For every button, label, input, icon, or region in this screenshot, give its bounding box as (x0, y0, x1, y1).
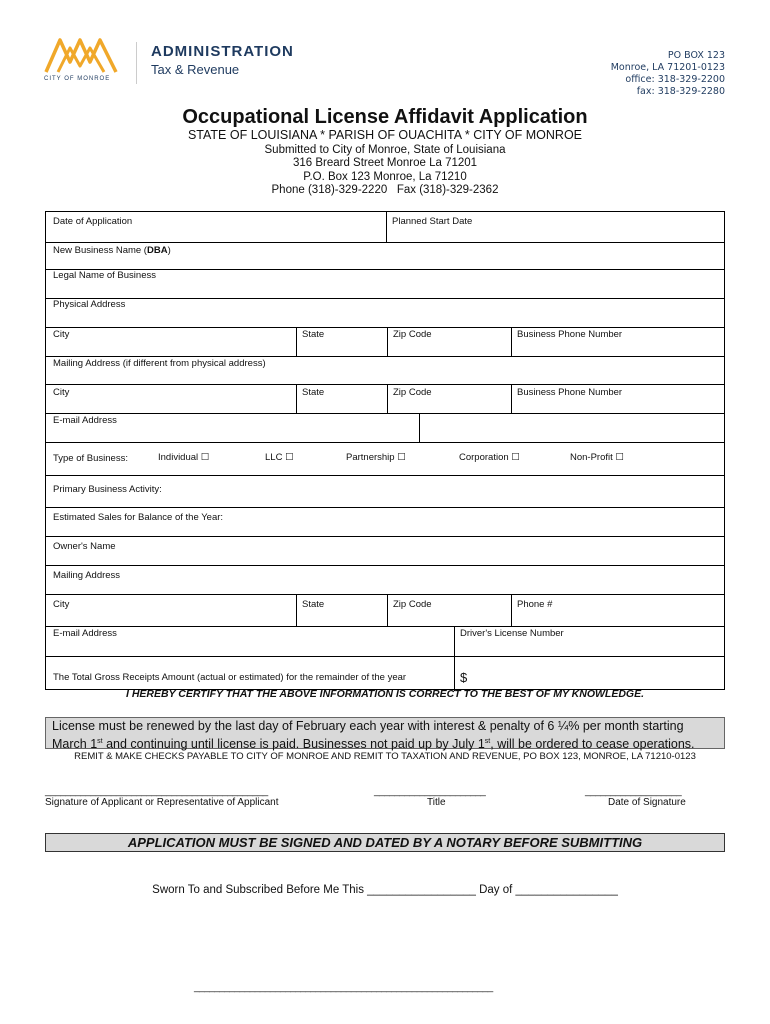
renewal-line-1: License must be renewed by the last day of February each year with interest & penalty of 6 ¼% per month starting (52, 719, 684, 733)
estimated-sales-label: Estimated Sales for Balance of the Year: (53, 512, 224, 523)
applicant-signature-label: Signature of Applicant or Representative of Applicant (45, 797, 279, 808)
mailing-business-phone-label: Business Phone Number (517, 387, 623, 398)
org-department: Tax & Revenue (151, 62, 240, 77)
type-of-business-label: Type of Business: (53, 453, 128, 464)
owner-city-label: City (53, 599, 70, 610)
submitted-line-3: P.O. Box 123 Monroe, La 71210 (303, 171, 467, 183)
address-office-phone: office: 318-329-2200 (625, 74, 725, 85)
type-non-profit[interactable]: Non-Profit ☐ (570, 452, 624, 463)
owner-zip-code-label: Zip Code (393, 599, 432, 610)
subtitle: STATE OF LOUISIANA * PARISH OF OUACHITA * CITY OF MONROE (187, 128, 583, 142)
state-label: State (302, 329, 325, 340)
checkbox-icon[interactable]: ☐ (200, 452, 210, 463)
primary-activity-label: Primary Business Activity: (53, 484, 162, 495)
date-of-signature-line[interactable]: ___________________ (585, 786, 682, 797)
checkbox-icon[interactable]: ☐ (615, 452, 624, 463)
submitted-line-4: Phone (318)-329-2220 Fax (318)-329-2362 (271, 184, 499, 196)
city-of-monroe-text: CITY OF MONROE (44, 76, 111, 82)
address-city: Monroe, LA 71201-0123 (610, 62, 725, 73)
city-label: City (53, 329, 70, 340)
application-form (45, 211, 725, 690)
business-phone-label: Business Phone Number (517, 329, 623, 340)
type-llc[interactable]: LLC ☐ (265, 452, 294, 463)
page-title: Occupational License Affidavit Application (182, 106, 588, 128)
title-line[interactable]: ______________________ (374, 786, 486, 797)
checkbox-icon[interactable]: ☐ (285, 452, 294, 463)
mailing-city-label: City (53, 387, 70, 398)
date-of-signature-label: Date of Signature (608, 797, 686, 808)
org-name: ADMINISTRATION (151, 43, 294, 60)
renewal-line-2: March 1st and continuing until license is paid. Businesses not paid up by July 1st, will be ordered to cease operations. (52, 737, 695, 752)
city-of-monroe-logo-icon (44, 36, 118, 74)
owners-name-label: Owner's Name (53, 541, 116, 552)
checkbox-icon[interactable]: ☐ (511, 452, 520, 463)
mailing-address-diff-label: Mailing Address (if different from physical address) (53, 358, 266, 369)
renewal-notice (45, 717, 725, 752)
logo-divider (136, 42, 137, 84)
dollar-sign: $ (460, 670, 468, 685)
gross-receipts-label: The Total Gross Receipts Amount (actual or estimated) for the remainder of the year (53, 672, 407, 683)
address-po-box: PO BOX 123 (667, 50, 725, 61)
planned-start-date-label: Planned Start Date (392, 216, 473, 227)
checkbox-icon[interactable]: ☐ (397, 452, 406, 463)
owner-email-label: E-mail Address (53, 628, 117, 639)
legal-name-label: Legal Name of Business (53, 270, 156, 281)
applicant-signature-line[interactable]: ____________________________________________ (45, 786, 268, 797)
mailing-zip-code-label: Zip Code (393, 387, 432, 398)
owner-phone-label: Phone # (517, 599, 553, 610)
owner-state-label: State (302, 599, 325, 610)
title-label: Title (427, 797, 446, 808)
notary-requirement: APPLICATION MUST BE SIGNED AND DATED BY A NOTARY BEFORE SUBMITTING (45, 833, 725, 852)
type-corporation[interactable]: Corporation ☐ (459, 452, 520, 463)
new-business-name-label: New Business Name (DBA) (53, 245, 171, 256)
date-of-application-label: Date of Application (53, 216, 133, 227)
submitted-line-1: Submitted to City of Monroe, State of Louisiana (264, 144, 506, 156)
address-fax: fax: 318-329-2280 (636, 86, 725, 97)
email-address-label: E-mail Address (53, 415, 117, 426)
certification-statement: I HEREBY CERTIFY THAT THE ABOVE INFORMATION IS CORRECT TO THE BEST OF MY KNOWLEDGE. (125, 688, 645, 700)
notary-signature-line[interactable]: ___________________________________________________________ (194, 982, 493, 993)
sworn-statement: Sworn To and Subscribed Before Me This _________________ Day of ________________ (152, 884, 618, 896)
zip-code-label: Zip Code (393, 329, 432, 340)
remit-instructions: REMIT & MAKE CHECKS PAYABLE TO CITY OF MONROE AND REMIT TO TAXATION AND REVENUE, PO BOX 123, MONROE, LA 71210-0123 (74, 751, 696, 762)
physical-address-label: Physical Address (53, 299, 126, 310)
type-individual[interactable]: Individual ☐ (158, 452, 210, 463)
submitted-line-2: 316 Breard Street Monroe La 71201 (292, 157, 478, 169)
mailing-state-label: State (302, 387, 325, 398)
owner-mailing-address-label: Mailing Address (53, 570, 121, 581)
drivers-license-label: Driver's License Number (460, 628, 564, 639)
type-partnership[interactable]: Partnership ☐ (346, 452, 406, 463)
